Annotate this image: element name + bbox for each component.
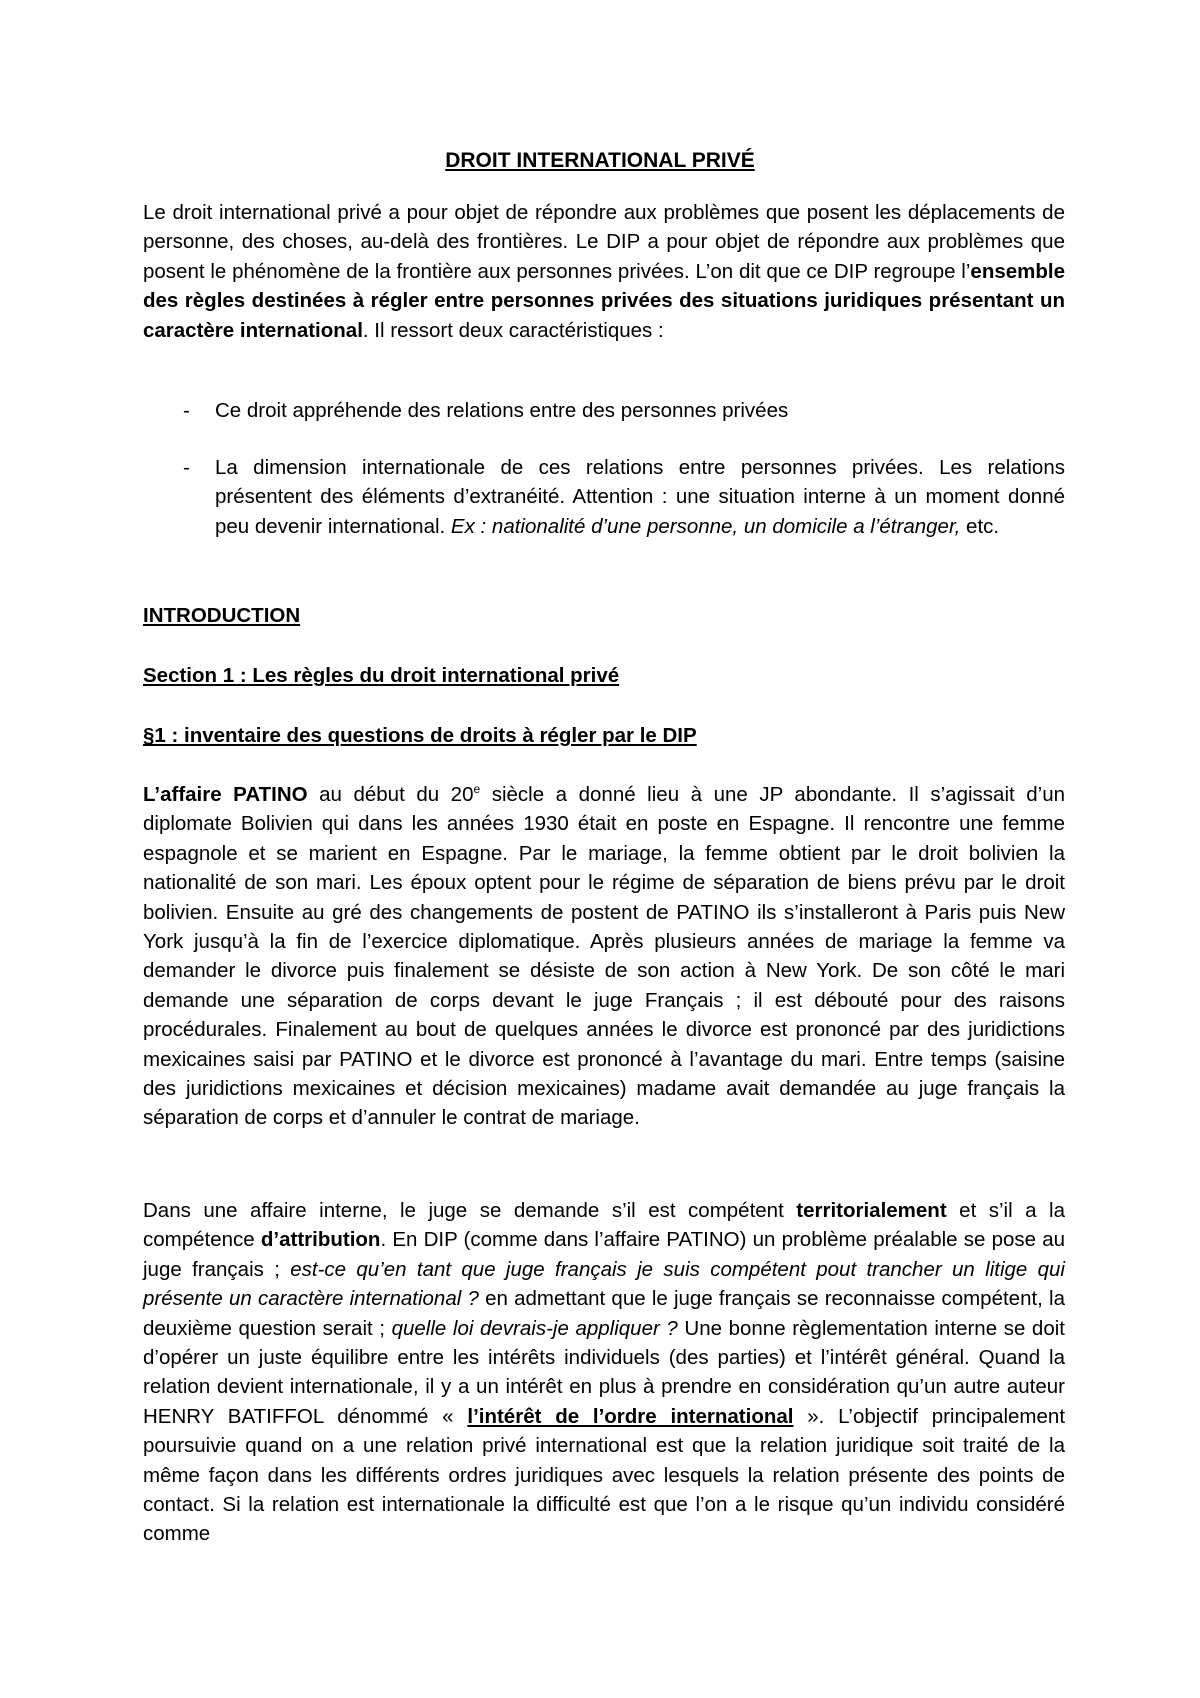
competence-text-2: et s’il a la compétence (143, 1199, 1066, 1252)
competence-bold-attribution: d’attribution (260, 1228, 381, 1252)
competence-question-1: est-ce qu’en tant que juge français je suis compétent pout trancher un litige qui présente un caractère international ? (143, 1257, 1065, 1311)
competence-text-6: ». L’objectif principalement poursuivie quand on a une relation privé international est que la relation juridique soit traité de la même façon dans les différents ordres juridiques avec lesquels la relation présente des points de contact. Si la relation est internationale la difficulté est que l’on a le risque qu’un individu considéré comme (143, 1404, 1066, 1546)
competence-text-3: . En DIP (comme dans l’affaire PATINO) un problème préalable se pose au juge français ; (143, 1228, 1066, 1281)
intro-definition-bold: ensemble des règles destinées à régler entre personnes privées des situations juridiques présentant un caractère international (143, 259, 1065, 342)
intro-text-end: . Il ressort deux caractéristiques : (362, 318, 664, 342)
patino-text-body: siècle a donné lieu à une JP abondante. Il s’agissait d’un diplomate Bolivien qui dans les années 1930 était en poste en Espagne. Il rencontre une femme espagnole et se marient en Espagne. Par le mariage, la femme obtient par le droit bolivien la nationalité de son mari. Les époux optent pour le régime de séparation de biens prévu par le droit bolivien. Ensuite au gré des changements de postent de PATINO ils s’installeront à Paris puis New York jusqu’à la fin de l’exercice diplomatique. Après plusieurs années de mariage la femme va demander le divorce puis finalement se désiste de son action à New York. De son côté le mari demande une séparation de corps devant le juge Français ; il est débouté pour des raisons procédurales. Finalement au bout de quelques années le divorce est prononcé par des juridictions mexicaines saisi par PATINO et le divorce est prononcé à l’avantage du mari. Entre temps (saisine des juridictions mexicaines et décision mexicaines) madame avait demandée au juge français la séparation de corps et d’annuler le contrat de mariage. (143, 783, 1065, 1130)
bullet-text-1: Ce droit appréhende des relations entre des personnes privées (215, 399, 789, 422)
bullet-text-2 (215, 453, 1065, 541)
bullet-dash: - (183, 456, 190, 479)
competence-question-2: quelle loi devrais-je appliquer ? (391, 1316, 678, 1340)
bullet-dash: - (183, 399, 190, 422)
bullet-text-2-main: La dimension internationale de ces relations entre personnes privées. Les relations présentent des éléments d’extranéité. Attention : une situation interne à un moment donné peu devenir international. (215, 456, 1065, 538)
bullet-text-2-end: etc. (960, 514, 1000, 538)
bullet-text-2-example: Ex : nationalité d’une personne, un domicile a l’étranger, (450, 514, 961, 538)
heading-section-1: Section 1 : Les règles du droit international privé (143, 664, 620, 687)
competence-ordre-international: l’intérêt de l’ordre international (467, 1404, 794, 1428)
competence-text-1: Dans une affaire interne, le juge se demande s’il est compétent (143, 1199, 797, 1222)
competence-text-4: en admettant que le juge français se reconnaisse compétent, la deuxième question serait ; (143, 1287, 1066, 1340)
patino-text: au début du 20 (307, 783, 474, 806)
competence-paragraph (143, 1196, 1065, 1549)
patino-paragraph (143, 780, 1065, 1133)
heading-paragraph-1: §1 : inventaire des questions de droits à régler par le DIP (143, 724, 697, 747)
intro-paragraph (143, 198, 1065, 345)
document-title: DROIT INTERNATIONAL PRIVÉ (445, 149, 755, 172)
competence-bold-territorial: territorialement (796, 1199, 947, 1222)
intro-text: Le droit international privé a pour objet de répondre aux problèmes que posent les déplacements de personne, des choses, au-delà des frontières. Le DIP a pour objet de répondre aux problèmes que posent le phénomène de la frontière aux personnes privées. L’on dit que ce DIP regroupe l’ (143, 201, 1065, 283)
heading-introduction: INTRODUCTION (143, 604, 301, 627)
patino-lead: L’affaire PATINO (143, 783, 308, 806)
competence-text-5: Une bonne règlementation interne se doit d’opérer un juste équilibre entre les intérêts individuels (des parties) et l’intérêt général. Quand la relation devient internationale, il y a un intérêt en plus à prendre en considération qu’un autre auteur HENRY BATIFFOL dénommé « (143, 1316, 1065, 1428)
century-superscript: e (473, 782, 481, 797)
